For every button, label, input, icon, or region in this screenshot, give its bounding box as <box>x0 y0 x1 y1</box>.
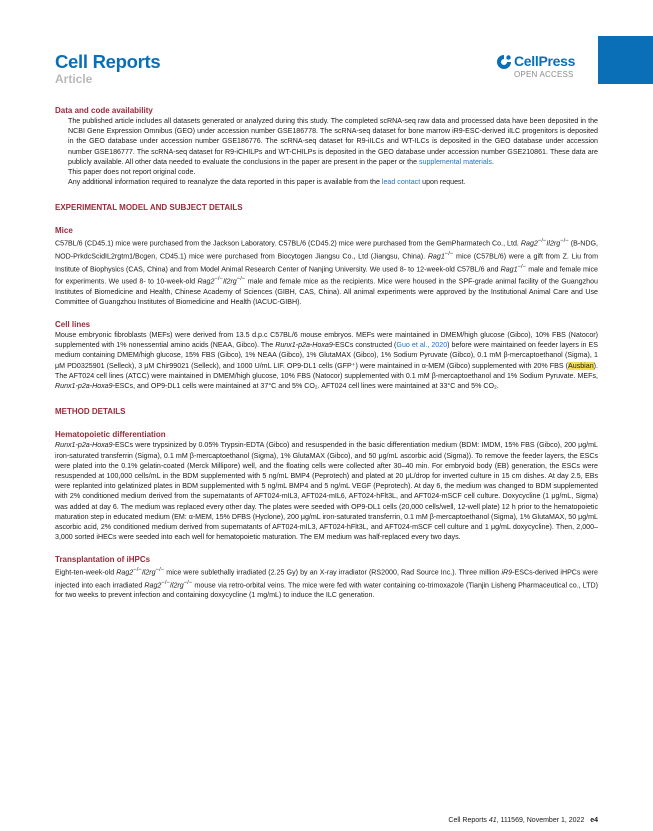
reference-link-guo-2020[interactable]: Guo et al., 2020 <box>396 341 448 350</box>
data-availability-item: Any additional information required to reanalyze the data reported in this paper is available from the lead contact upon request. <box>68 178 466 187</box>
highlighted-term: Ausbian <box>568 361 594 370</box>
article-body <box>55 106 598 601</box>
method-details-heading: METHOD DETAILS <box>55 407 126 417</box>
cellpress-logo[interactable] <box>496 52 596 84</box>
data-availability-item: The published article includes all datasets generated or analyzed during this study. The completed scRNA-seq raw data and processed data have been deposited in the NCBI Gene Expression Omnibus (GEO) under accession number GSE186778. The scRNA-seq dataset for bone marrow iR9-ESC-derived iILC progenitors is deposited in the GEO database under accession number GSE186776. The scRNA-seq dataset for R9-iILCs and WT-ILCs is deposited in the GEO database under accession number GSE186777. The scRNA-seq dataset for R9-iCHILPs and WT-CHILPs is deposited in the GEO database under accession number GSE210861. These data are publicly available. All other data needed to evaluate the conclusions in the paper are present in the paper or the supplemental materials. <box>68 117 598 166</box>
publisher-name: CellPress <box>514 53 576 69</box>
journal-title[interactable]: Cell Reports <box>55 51 161 72</box>
experimental-model-heading: EXPERIMENTAL MODEL AND SUBJECT DETAILS <box>55 203 243 213</box>
supplemental-materials-link[interactable]: supplemental materials <box>419 157 492 166</box>
hematopoietic-paragraph: Runx1-p2a-Hoxa9-ESCs were trypsinized by 0.05% Trypsin-EDTA (Gibco) and resuspended in the basic differentiation medium (BDM: IMDM, 15% FBS (Gibco), 200 μg/mL iron-saturated transferrin (Sigma), 0.1 mM β-mercaptoethanol (Sigma), 1% GlutaMAX (Gibco), and 50 μg/mL ascorbic acid (Sigma)). To remove the feeder layers, the ESCs were plated into the 0.1% gelatin-coated (Merck Millipore) well, and the floating cells were collected after 30–40 min. For embryoid body (EB) generation, the ESCs were resuspended at 100,000 cells/mL in the BDM supplemented with 5 ng/mL BMP4 (Peprotech) and plated at 20 μL/drop for inverted culture in 15 cm dishes. At day 2.5, EBs were replanted into gelatinized plates in BDM supplemented with 5 ng/mL BMP4 and 5 ng/mL VEGF (Peprotech). At day 6, the medium was changed to BDM supplemented with 2% conditioned medium derived from the supernatants of AFT024-mIL3, AFT024-mIL6, AFT024-hFlt3L, and AFT024-mSCF cell culture. Doxycycline (1 μg/mL, Sigma) was added at day 6. The medium was replaced every other day. The plates were seeded with OP9-DL1 cells (20,000 cells/well, 12-well plate) 12 h prior to the hematopoietic maturation step in educated medium (EM: α-MEM, 15% DFBS (Hyclone), 200 μg/mL iron-saturated transferrin, 0.1 mM β-mercaptoethanol (Sigma), 1% GlutaMAX, 50 μg/mL ascorbic acid, 2% conditioned medium derived from supernatants of AFT024-mIL3, AFT024-hFlt3L, and AFT024-mSCF cell culture and 1 μg/mL doxycycline). Then, 2,000–3,000 sorted iHECs were seeded into each well for hematopoietic maturation. The EM medium was half-replaced every two days. <box>55 441 598 542</box>
footer-volume: 41 <box>488 817 497 824</box>
footer-citation: , 111569, November 1, 2022 <box>496 817 585 824</box>
lead-contact-link[interactable]: lead contact <box>381 178 421 187</box>
transplantation-paragraph: Eight-ten-week-old Rag2−/−Il2rg−/− mice were sublethally irradiated (2.25 Gy) by an X-ray irradiator (RS2000, Rad Source Inc.). Three million iR9-ESCs-derived iHPCs were injected into each irradiated Rag2−/−Il2rg−/− mouse via retro-orbital veins. The mice were fed with water containing co-trimoxazole (Tianjin Lisheng Pharmaceutical co., LTD) for two weeks to prevent infection and containing doxycycline (1 mg/mL) to induce the ILC generation. <box>55 567 598 600</box>
brand-tab <box>598 36 653 84</box>
page-footer <box>448 816 598 825</box>
page-number: e4 <box>590 817 598 824</box>
article-type: Article <box>55 72 93 86</box>
data-availability-item: This paper does not report original code. <box>68 168 196 177</box>
cell-lines-paragraph: Mouse embryonic fibroblasts (MEFs) were derived from 13.5 d.p.c C57BL/6 mouse embryos. MEFs were maintained in DMEM/high glucose (Gibco), 10% FBS (Natocor) supplemented with 1% nonessential amino acids (NEAA, Gibco). The Runx1-p2a-Hoxa9-ESCs constructed (Guo et al., 2020) before were maintained on feeder layers in ES medium containing DMEM/high glucose, 15% FBS (Gibco), 1% NEAA (Gibco), 1% GlutaMAX (Gibco), 1% Sodium Pyruvate (Gibco), 0.1 mM β-mercaptoethanol (Sigma), 1 μM PD0325901 (Selleck), 3 μM Chir99021 (Selleck), and 1000 U/mL LIF. OP9-DL1 cells (GFP⁺) were maintained in α-MEM (Gibco) supplemented with 20% FBS (Ausbian). The AFT024 cell lines (ATCC) were maintained in DMEM/high glucose, 10% FBS (Natocor) supplemented with 0.1 mM β-mercaptoethanol and 1% Sodium Pyruvate. MEFs, Runx1-p2a-Hoxa9-ESCs, and OP9-DL1 cells were maintained at 37°C and 5% CO₂. AFT024 cell lines were maintained at 33°C and 5% CO₂. <box>55 331 598 391</box>
cell-lines-heading: Cell lines <box>55 320 91 330</box>
cellpress-icon <box>496 54 512 70</box>
mice-paragraph: C57BL/6 (CD45.1) mice were purchased from the Jackson Laboratory. C57BL/6 (CD45.2) mice were purchased from the GemPharmatech Co., Ltd. Rag2−/−Il2rg−/− (B-NDG, NOD-PrkdcScidIL2rgtm1/Bcgen, CD45.1) mice were purchased from Biocytogen Jiangsu Co., Ltd (Jiangsu, China). Rag1−/− mice (C57BL/6) were a gift from Z. Liu from Institute of Biophysics (CAS, China) and from Model Animal Research Center of Nanjing University. We used 8- to 12-week-old C57BL/6 and Rag1−/− male and female mice for experiments. We used 8- to 10-week-old Rag2−/−Il2rg−/− male and female mice as the recipients. Mice were housed in the SPF-grade animal facility of the Guangzhou Institutes of Biomedicine and Health, Chinese Academy of Sciences (GIBH, CAS, China). All animal experiments were approved by the Institutional Animal Care and Use Committee of Guangzhou Institutes of Biomedicine and Health (IACUC-GIBH). <box>55 238 598 306</box>
hematopoietic-heading: Hematopoietic differentiation <box>55 430 166 440</box>
mice-heading: Mice <box>55 226 73 236</box>
open-access-label: OPEN ACCESS <box>514 70 574 79</box>
page-header <box>0 0 653 90</box>
footer-journal: Cell Reports <box>448 817 487 824</box>
data-availability-heading: Data and code availability <box>55 106 153 115</box>
transplantation-heading: Transplantation of iHPCs <box>55 555 151 565</box>
